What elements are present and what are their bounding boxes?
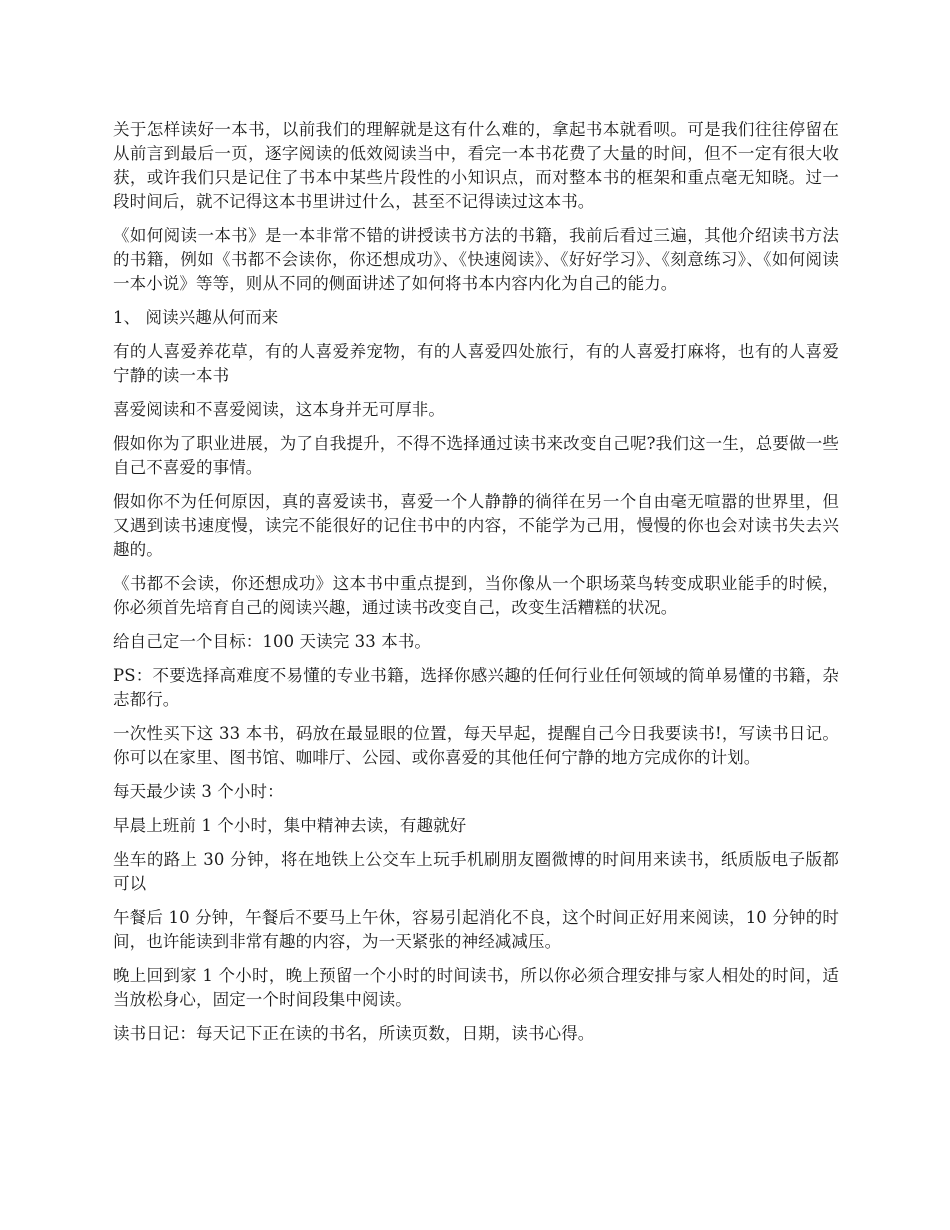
commute-paragraph: 坐车的路上 30 分钟，将在地铁上公交车上玩手机刷朋友圈微博的时间用来读书，纸质版电子版都可以: [113, 850, 839, 893]
plan-paragraph: 一次性买下这 33 本书，码放在最显眼的位置，每天早起，提醒自己今日我要读书!，写读书日记。你可以在家里、图书馆、咖啡厅、公园、或你喜爱的其他任何宁静的地方完成你的计划。: [113, 724, 839, 767]
book-reference-paragraph: 《书都不会读，你还想成功》这本书中重点提到，当你像从一个职场菜鸟转变成职业能手的时候，你必须首先培育自己的阅读兴趣，通过读书改变自己，改变生活糟糕的状况。: [113, 574, 839, 617]
ps-paragraph: PS：不要选择高难度不易懂的专业书籍，选择你感兴趣的任何行业任何领域的简单易懂的书籍，杂志都行。: [113, 666, 839, 709]
goal-paragraph: 给自己定一个目标：100 天读完 33 本书。: [113, 632, 432, 651]
intro-paragraph: 关于怎样读好一本书，以前我们的理解就是这有什么难的，拿起书本就看呗。可是我们往往停留在从前言到最后一页，逐字阅读的低效阅读当中，看完一本书花费了大量的时间，但不一定有很大收获，或许我们只是记住了书本中某些片段性的小知识点，而对整本书的框架和重点毫无知晓。过一段时间后，就不记得这本书里讲过什么，甚至不记得读过这本书。: [113, 120, 839, 211]
career-paragraph: 假如你为了职业进展，为了自我提升，不得不选择通过读书来改变自己呢?我们这一生，总要做一些自己不喜爱的事情。: [113, 434, 839, 477]
evening-paragraph: 晚上回到家 1 个小时，晚上预留一个小时的时间读书，所以你必须合理安排与家人相处的时间，适当放松身心，固定一个时间段集中阅读。: [113, 966, 839, 1009]
diary-paragraph: 读书日记：每天记下正在读的书名，所读页数，日期，读书心得。: [113, 1024, 595, 1043]
document-body: [113, 118, 839, 1056]
lunch-paragraph: 午餐后 10 分钟，午餐后不要马上午休，容易引起消化不良，这个时间正好用来阅读，10 分钟的时间，也许能读到非常有趣的内容，为一天紧张的神经减减压。: [113, 908, 839, 951]
book-list-paragraph: 《如何阅读一本书》是一本非常不错的讲授读书方法的书籍，我前后看过三遍，其他介绍读书方法的书籍，例如《书都不会读你，你还想成功》、《快速阅读》、《好好学习》、《刻意练习》、《如何阅读一本小说》等等，则从不同的侧面讲述了如何将书本内容内化为自己的能力。: [113, 226, 839, 293]
morning-paragraph: 早晨上班前 1 个小时，集中精神去读，有趣就好: [113, 816, 467, 835]
hobbies-paragraph: 有的人喜爱养花草，有的人喜爱养宠物，有的人喜爱四处旅行，有的人喜爱打麻将，也有的人喜爱宁静的读一本书: [113, 342, 839, 385]
section-heading: 1、 阅读兴趣从何而来: [113, 308, 279, 327]
interest-loss-paragraph: 假如你不为任何原因，真的喜爱读书，喜爱一个人静静的徜徉在另一个自由毫无喧嚣的世界里，但又遇到读书速度慢，读完不能很好的记住书中的内容，不能学为己用，慢慢的你也会对读书失去兴趣的。: [113, 492, 839, 559]
daily-hours-paragraph: 每天最少读 3 个小时：: [113, 782, 284, 801]
reading-preference-paragraph: 喜爱阅读和不喜爱阅读，这本身并无可厚非。: [113, 400, 445, 419]
